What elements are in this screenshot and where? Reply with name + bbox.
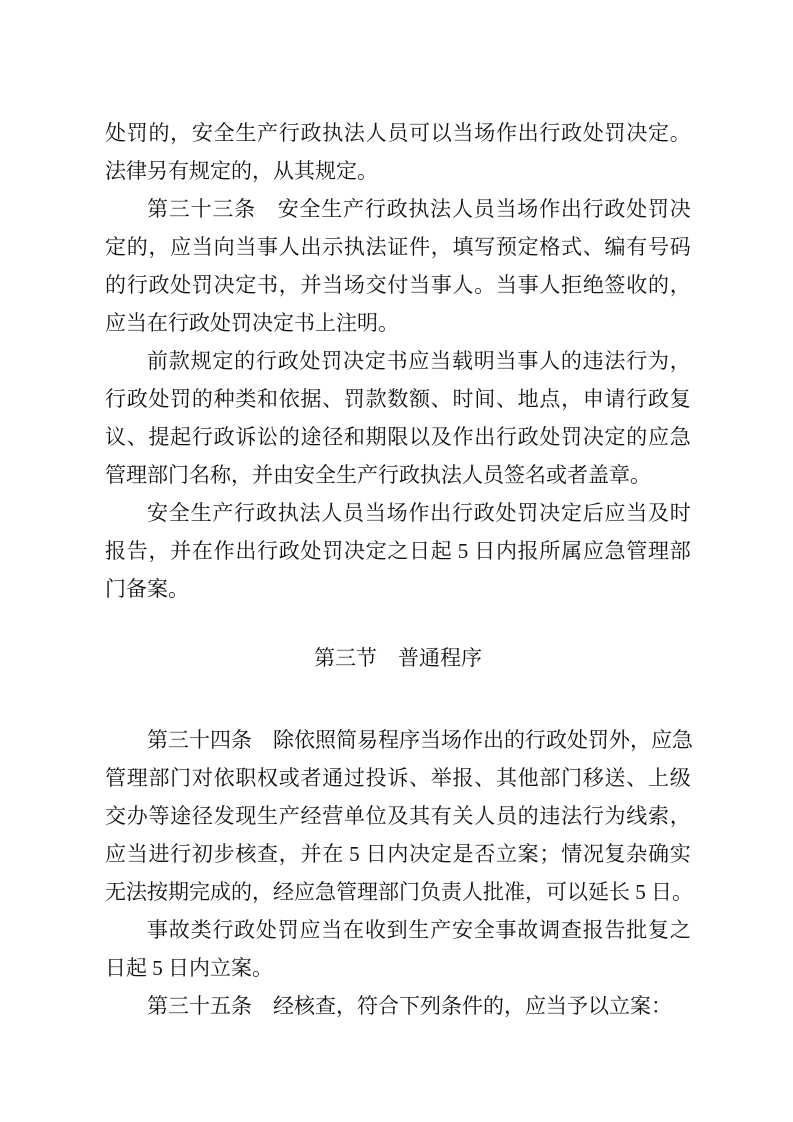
text-line: 的 行 政 处 罚 决 定 书 ， 并 当 场 交 付 当 事 人 。 当 事 人 拒 绝 签 收 的 ， <box>105 273 691 297</box>
text-line: 第三十五条 经核查，符合下列条件的，应当予以立案： <box>147 994 672 1018</box>
text-line: 无法按期完成的，经应急管理部门负责人批准，可以延长 5 日。 <box>105 880 693 904</box>
text-line: 事 故 类 行 政 处 罚 应 当 在 收 到 生 产 安 全 事 故 调 查 报 告 批 复 之 <box>147 918 691 942</box>
text-line: 定 的 ， 应 当 向 当 事 人 出 示 执 法 证 件 ， 填 写 预 定 格 式 、 编 有 号 码 <box>105 235 691 259</box>
section-heading: 第三节 普通程序 <box>314 646 482 670</box>
text-line: 交 办 等 途 径 发 现 生 产 经 营 单 位 及 其 有 关 人 员 的 违 法 行 为 线 索 ， <box>105 804 691 828</box>
text-line: 日起 5 日内立案。 <box>105 956 273 980</box>
text-line: 报 告 ， 并 在 作 出 行 政 处 罚 决 定 之 日 起 5 日 内 报 所 属 应 急 管 理 部 <box>105 539 691 563</box>
text-line: 应当在行政处罚决定书上注明。 <box>105 311 399 335</box>
text-line: 前 款 规 定 的 行 政 处 罚 决 定 书 应 当 载 明 当 事 人 的 违 法 行 为 ， <box>147 349 691 373</box>
text-line: 安 全 生 产 行 政 执 法 人 员 当 场 作 出 行 政 处 罚 决 定 后 应 当 及 时 <box>147 501 691 525</box>
text-line: 法律另有规定的，从其规定。 <box>105 159 378 183</box>
text-line: 应 当 进 行 初 步 核 查 ， 并 在 5 日 内 决 定 是 否 立 案 ； 情 况 复 杂 确 实 <box>105 842 691 866</box>
text-line: 处 罚 的 ， 安 全 生 产 行 政 执 法 人 员 可 以 当 场 作 出 行 政 处 罚 决 定 。 <box>105 121 691 145</box>
text-line: 第 三 十 三 条 安 全 生 产 行 政 执 法 人 员 当 场 作 出 行 政 处 罚 决 <box>147 197 691 221</box>
text-block <box>105 114 691 1025</box>
text-line: 门备案。 <box>105 577 189 601</box>
text-line: 行 政 处 罚 的 种 类 和 依 据 、 罚 款 数 额 、 时 间 、 地 点 ， 申 请 行 政 复 <box>105 387 691 411</box>
text-line: 管理部门名称，并由安全生产行政执法人员签名或者盖章。 <box>105 463 651 487</box>
text-line: 管 理 部 门 对 依 职 权 或 者 通 过 投 诉 、 举 报 、 其 他 部 门 移 送 、 上 级 <box>105 766 691 790</box>
text-line: 议 、 提 起 行 政 诉 讼 的 途 径 和 期 限 以 及 作 出 行 政 处 罚 决 定 的 应 急 <box>105 425 691 449</box>
text-line: 第 三 十 四 条 除 依 照 简 易 程 序 当 场 作 出 的 行 政 处 罚 外 ， 应 急 <box>147 728 693 752</box>
